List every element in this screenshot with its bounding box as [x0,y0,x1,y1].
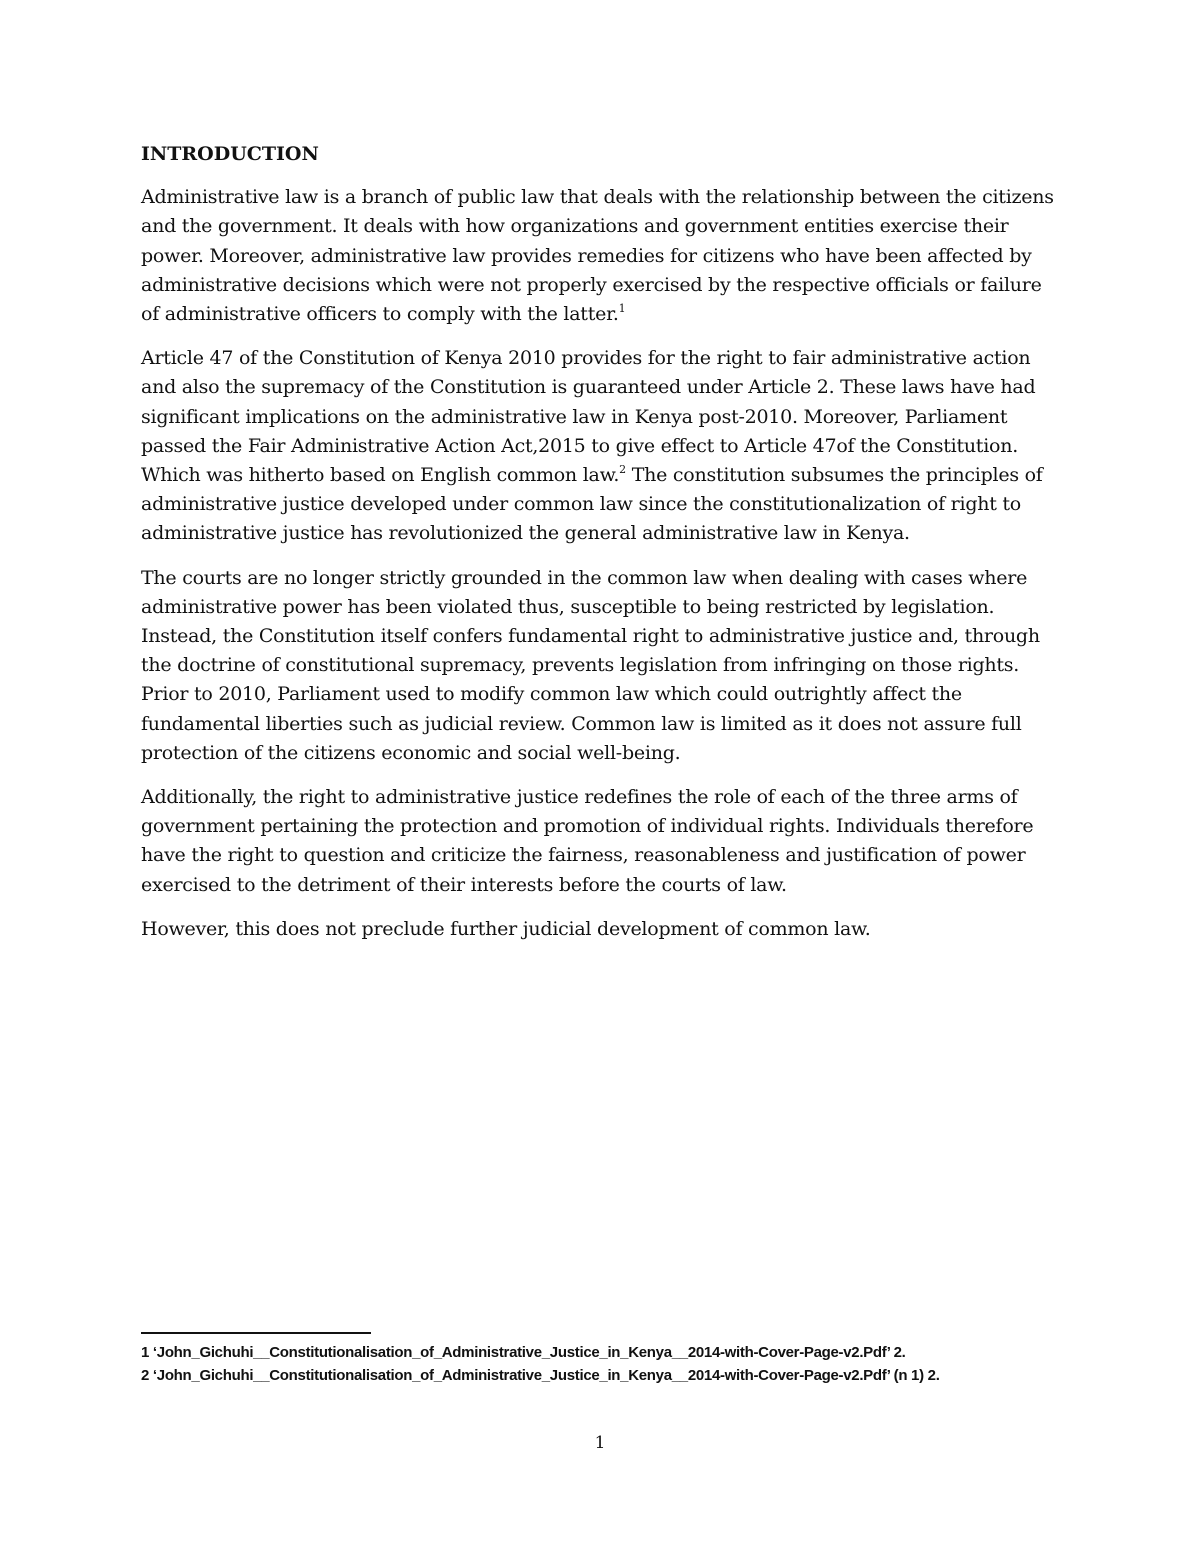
footnote-ref-1: 1 [618,302,626,316]
footnotes [141,1341,1061,1387]
paragraph-2 [141,344,1056,548]
footnote-ref-2: 2 [619,463,626,477]
paragraph-5: However, this does not preclude further judicial development of common law. [141,917,871,940]
paragraph-2-text-after-ref: The constitution subsumes the principles of administrative justice developed under common law since the constitutionalization of right to administrative justice has revolutionized the general administrative law in Kenya. [141,464,1043,545]
paragraph-1 [141,183,1056,329]
paragraph-1-text: Administrative law is a branch of public law that deals with the relationship between the citizens and the government. It deals with how organizations and government entities exercise their power. Moreover, administrative law provides remedies for citizens who have been affected by administrative decisions which were not properly exercised by the respective officials or failure of administrative officers to comply with the latter. [141,186,1054,326]
paragraph-4: Additionally, the right to administrative justice redefines the role of each of the three arms of government pertaining the protection and promotion of individual rights. Individuals therefore have the right to question and criticize the fairness, reasonableness and justification of power exercised to the detriment of their interests before the courts of law. [141,786,1034,896]
section-heading: INTRODUCTION [141,143,319,165]
document-body [141,140,1056,959]
footnote-2: 2 ‘John_Gichuhi__Constitutionalisation_of_Administrative_Justice_in_Kenya__2014-with-Cover-Page-v2.Pdf’ (n 1) 2. [141,1367,940,1384]
footnote-1: 1 ‘John_Gichuhi__Constitutionalisation_of_Administrative_Justice_in_Kenya__2014-with-Cover-Page-v2.Pdf’ 2. [141,1344,906,1361]
page-number: 1 [594,1433,606,1453]
paragraph-2-text-before-ref: Article 47 of the Constitution of Kenya 2010 provides for the right to fair administrative action and also the supremacy of the Constitution is guaranteed under Article 2. These laws have had significant implications on the administrative law in Kenya post-2010. Moreover, Parliament passed the Fair Administrative Action Act,2015 to give effect to Article 47of the Constitution. Which was hitherto based on English common law. [141,347,1036,487]
paragraph-3: The courts are no longer strictly grounded in the common law when dealing with cases where administrative power has been violated thus, susceptible to being restricted by legislation. Instead, the Constitution itself confers fundamental right to administrative justice and, through the doctrine of constitutional supremacy, prevents legislation from infringing on those rights. Prior to 2010, Parliament used to modify common law which could outrightly affect the fundamental liberties such as judicial review. Common law is limited as it does not assure full protection of the citizens economic and social well-being. [141,566,1040,764]
footnote-separator [141,1332,371,1334]
